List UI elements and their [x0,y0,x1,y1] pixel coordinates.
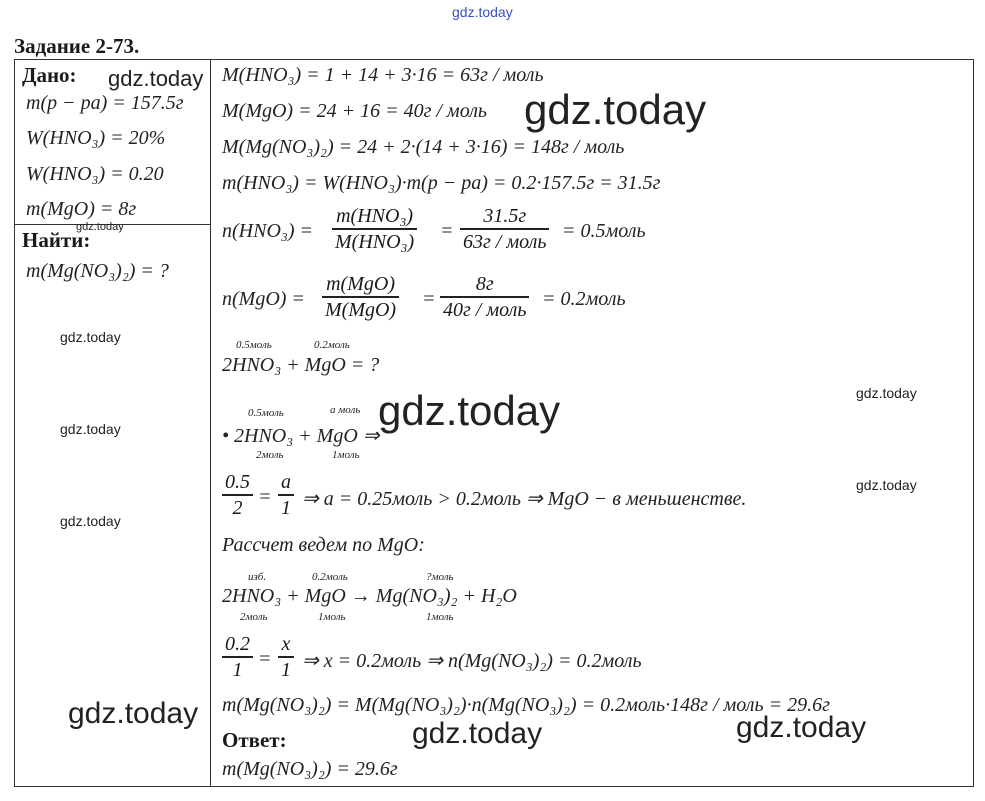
answer-heading: Ответ: [222,728,287,752]
column-divider [210,59,211,787]
ratio2-fraction-b [278,632,294,682]
watermark: gdz.today [68,697,199,730]
fraction-denominator: 2 [232,496,243,519]
fraction-numerator: 8г [475,273,494,295]
eq2-annotation-mgo: a моль [330,404,361,416]
molar-mass-mgo: M(MgO) = 24 + 16 = 40г / моль [222,100,488,122]
watermark: gdz.today [736,711,867,744]
equals-sign: = [258,648,272,670]
fraction-numerator: x [281,633,291,655]
equals-sign: = [258,486,272,508]
equals-sign: = [440,220,454,242]
given-item-solution-mass: m(p − pa) = 157.5г [26,92,184,114]
ratio1-fraction-b [278,470,294,520]
mass-salt: m(Mg(NO₃)₂) = M(Mg(NO₃)₂)·n(Mg(NO₃)₂) = 0.2моль·148г / моль = 29.6г [222,694,830,716]
fraction-denominator: 40г / моль [443,298,527,321]
n-mgo-fraction-1 [322,272,399,322]
find-heading: Найти: [22,228,91,252]
eq2-coefficient-mgo: 1моль [332,449,360,461]
table-bottom-border [14,786,974,787]
fraction-numerator: m(MgO) [326,273,395,295]
mass-hno3: m(HNO₃) = W(HNO₃)·m(p − pa) = 0.2·157.5г = 31.5г [222,172,661,194]
table-top-border [14,59,974,60]
fraction-numerator: 0.2 [225,633,250,655]
fraction-numerator: m(HNO₃) [336,205,414,227]
equation-2: • 2HNO₃ + MgO ⇒ [222,425,380,447]
eq2-coefficient-hno3: 2моль [256,449,284,461]
n-hno3-result: = 0.5моль [562,220,646,242]
n-hno3-fraction-2 [460,204,549,254]
given-item-mass-fraction: W(HNO₃) = 0.20 [26,163,164,185]
watermark: gdz.today [60,513,121,529]
watermark: gdz.today [60,421,121,437]
eq2-annotation-hno3: 0.5моль [248,407,284,419]
eq3-coefficient-mgo: 1моль [318,611,346,623]
watermark: gdz.today [412,717,543,750]
watermark: gdz.today [108,66,204,91]
table-right-border [973,59,974,787]
task-title: Задание 2-73. [14,34,140,58]
ratio2-conclusion: ⇒ x = 0.2моль ⇒ n(Mg(NO₃)₂) = 0.2моль [302,650,642,672]
equals-sign: = [422,288,436,310]
watermark: gdz.today [60,329,121,345]
watermark: gdz.today [76,221,124,233]
table-left-border [14,59,15,787]
answer-value: m(Mg(NO₃)₂) = 29.6г [222,758,398,780]
eq3-annotation-mgo: 0.2моль [312,571,348,583]
fraction-denominator: 63г / моль [463,230,547,253]
top-watermark: gdz.today [452,4,513,20]
fraction-numerator: a [281,471,291,493]
watermark: gdz.today [524,86,707,133]
eq3-annotation-hno3: изб. [248,571,267,583]
eq3-coefficient-salt: 1моль [426,611,454,623]
calculation-note: Рассчет ведем по MgO: [222,534,425,556]
n-hno3-lhs: n(HNO₃) = [222,220,313,242]
equation-1: 2HNO₃ + MgO = ? [222,354,380,376]
fraction-denominator: 1 [281,658,291,681]
ratio1-conclusion: ⇒ a = 0.25моль > 0.2моль ⇒ MgO − в меньшенстве. [302,488,747,510]
fraction-numerator: 0.5 [225,471,250,493]
given-item-mass-fraction-percent: W(HNO₃) = 20% [26,127,166,149]
n-hno3-fraction-1 [332,204,417,254]
n-mgo-fraction-2 [440,272,529,322]
fraction-denominator: M(HNO₃) [335,230,415,253]
watermark: gdz.today [378,387,561,434]
equation-3: 2HNO₃ + MgO → Mg(NO₃)₂ + H₂O [222,585,517,607]
fraction-numerator: 31.5г [483,205,527,227]
n-mgo-lhs: n(MgO) = [222,288,305,310]
n-mgo-result: = 0.2моль [542,288,626,310]
fraction-denominator: M(MgO) [325,298,397,321]
watermark: gdz.today [856,385,917,401]
eq3-coefficient-hno3: 2моль [240,611,268,623]
eq1-annotation-mgo: 0.2моль [314,339,350,351]
molar-mass-salt: M(Mg(NO₃)₂) = 24 + 2·(14 + 3·16) = 148г / моль [222,136,625,158]
find-item: m(Mg(NO₃)₂) = ? [26,260,169,282]
watermark: gdz.today [856,477,917,493]
eq1-annotation-hno3: 0.5моль [236,339,272,351]
ratio2-fraction-a [222,632,253,682]
fraction-denominator: 1 [281,496,291,519]
ratio1-fraction-a [222,470,253,520]
fraction-denominator: 1 [232,658,243,681]
molar-mass-hno3: M(HNO₃) = 1 + 14 + 3·16 = 63г / моль [222,64,544,86]
given-item-mgo-mass: m(MgO) = 8г [26,198,137,220]
given-heading: Дано: [22,63,77,87]
eq3-annotation-salt: ?моль [426,571,454,583]
